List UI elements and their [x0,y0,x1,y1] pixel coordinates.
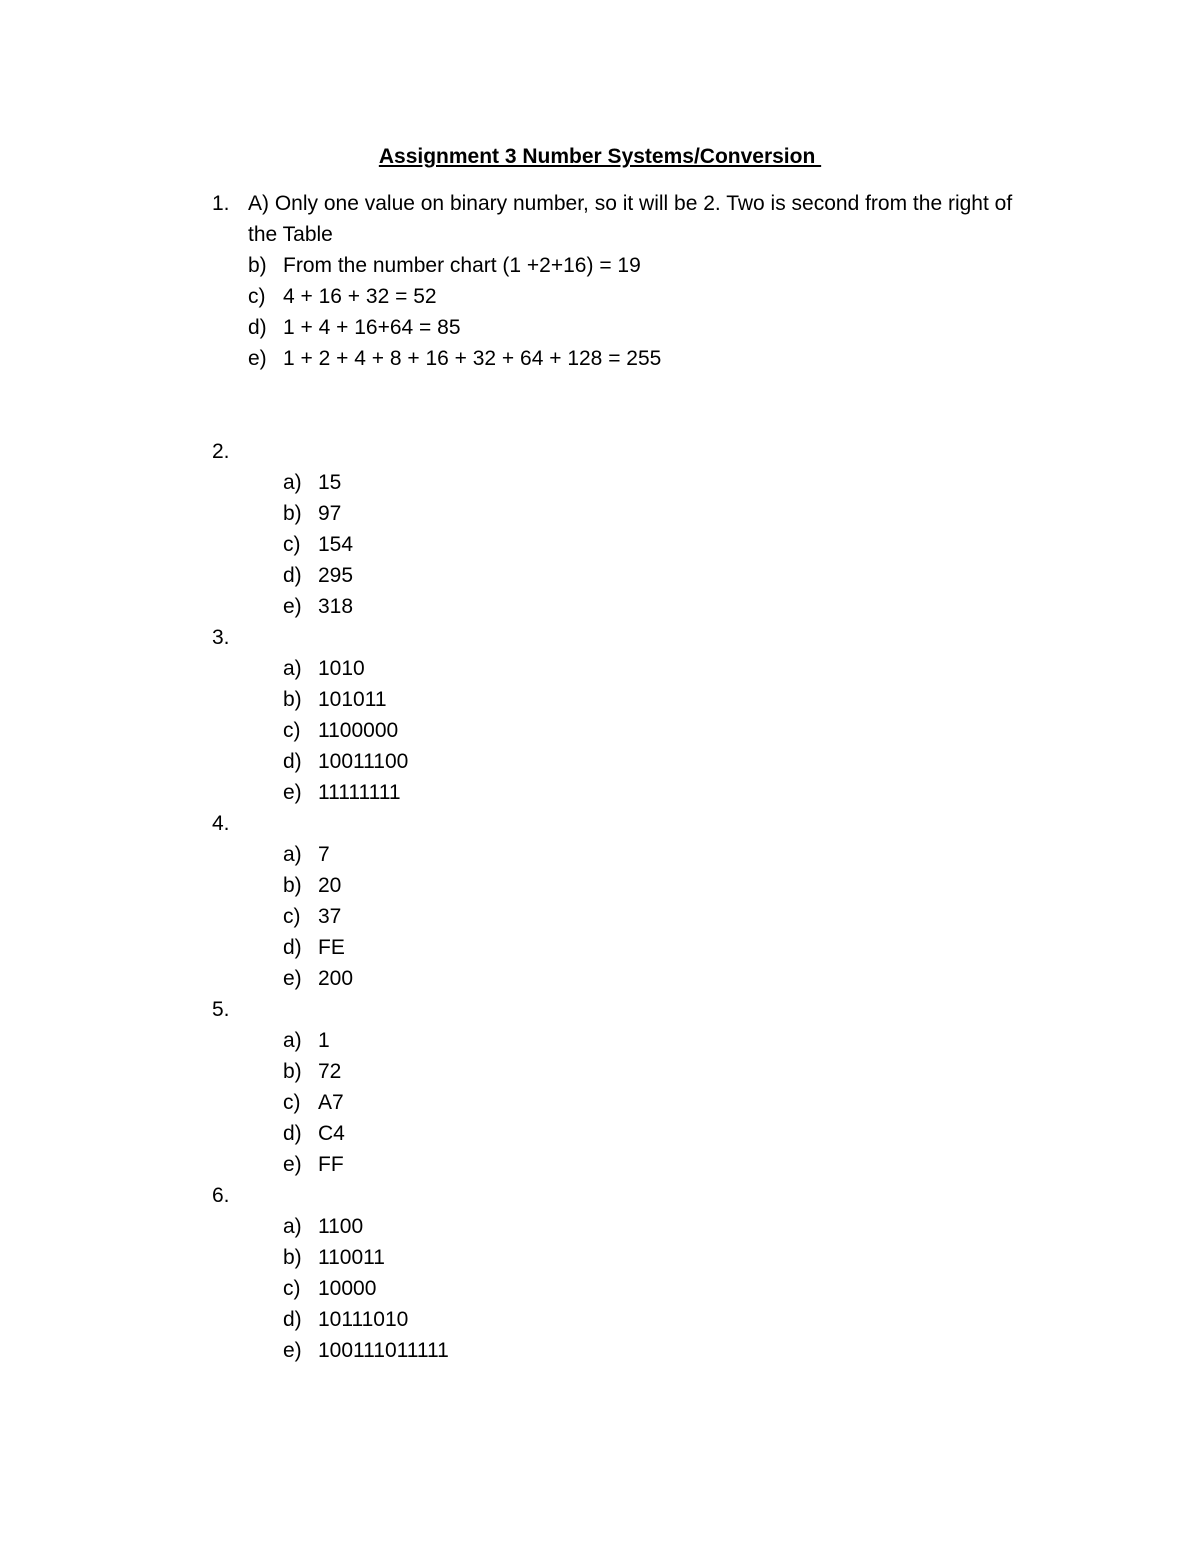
question-1-item-value: From the number chart (1 +2+16) = 19 [283,254,641,277]
question-1-item-label: c) [248,285,266,308]
question-2-item-label: b) [283,502,302,525]
question-6-item-value: 10111010 [318,1308,409,1331]
question-5-item-label: b) [283,1060,302,1083]
question-6-item-value: 100111011111 [318,1339,449,1362]
question-2-item-value: 295 [318,564,354,587]
question-4-item-value: FE [318,936,345,959]
question-5-item-value: FF [318,1153,344,1176]
question-6-item-label: c) [283,1277,301,1300]
question-4-item-label: c) [283,905,301,928]
question-1-item-value: 1 + 2 + 4 + 8 + 16 + 32 + 64 + 128 = 255 [283,347,662,370]
question-3-item-value: 1010 [318,657,365,680]
question-5-item-value: A7 [318,1091,344,1114]
question-1-item-value: 4 + 16 + 32 = 52 [283,285,437,308]
question-3-item-value: 1100000 [318,719,399,742]
question-2-item-value: 154 [318,533,354,556]
question-2-item-label: d) [283,564,302,587]
question-3-item-label: b) [283,688,302,711]
question-3-item-value: 10011100 [318,750,409,773]
question-3-item-value: 101011 [318,688,387,711]
question-6-number: 6. [212,1184,230,1207]
question-4-item-value: 7 [318,843,330,866]
question-3-item-value: 11111111 [318,781,401,804]
question-4-item-label: d) [283,936,302,959]
question-1-item-label: e) [248,347,267,370]
question-1-item-label: b) [248,254,267,277]
question-1-item-label: d) [248,316,267,339]
question-5-item-value: 72 [318,1060,342,1083]
question-3-item-label: c) [283,719,301,742]
page-title: Assignment 3 Number Systems/Conversion [378,145,822,168]
question-2-item-value: 318 [318,595,354,618]
question-4-item-label: e) [283,967,302,990]
question-2-item-label: c) [283,533,301,556]
question-6-item-label: e) [283,1339,302,1362]
question-2-number: 2. [212,440,230,463]
question-6-item-value: 10000 [318,1277,377,1300]
question-1-item-value: 1 + 4 + 16+64 = 85 [283,316,461,339]
question-6-item-label: d) [283,1308,302,1331]
question-5-item-value: 1 [318,1029,330,1052]
question-4-item-value: 200 [318,967,354,990]
question-3-number: 3. [212,626,230,649]
question-1-answer-a-line2: the Table [248,223,333,246]
question-3-item-label: e) [283,781,302,804]
question-2-item-value: 15 [318,471,342,494]
question-4-number: 4. [212,812,230,835]
question-4-item-value: 20 [318,874,342,897]
question-6-item-value: 110011 [318,1246,385,1269]
question-2-item-label: e) [283,595,302,618]
question-6-item-value: 1100 [318,1215,364,1238]
question-5-item-label: c) [283,1091,301,1114]
question-4-item-value: 37 [318,905,342,928]
question-6-item-label: a) [283,1215,302,1238]
question-4-item-label: a) [283,843,302,866]
question-3-item-label: d) [283,750,302,773]
question-5-item-label: e) [283,1153,302,1176]
question-5-item-label: a) [283,1029,302,1052]
question-1-answer-a-line1: A) Only one value on binary number, so it will be 2. Two is second from the right of [248,192,1013,215]
question-4-item-label: b) [283,874,302,897]
question-2-item-value: 97 [318,502,342,525]
question-5-item-label: d) [283,1122,302,1145]
question-1-number: 1. [212,192,230,215]
question-5-number: 5. [212,998,230,1021]
question-3-item-label: a) [283,657,302,680]
question-5-item-value: C4 [318,1122,345,1145]
question-6-item-label: b) [283,1246,302,1269]
question-2-item-label: a) [283,471,302,494]
